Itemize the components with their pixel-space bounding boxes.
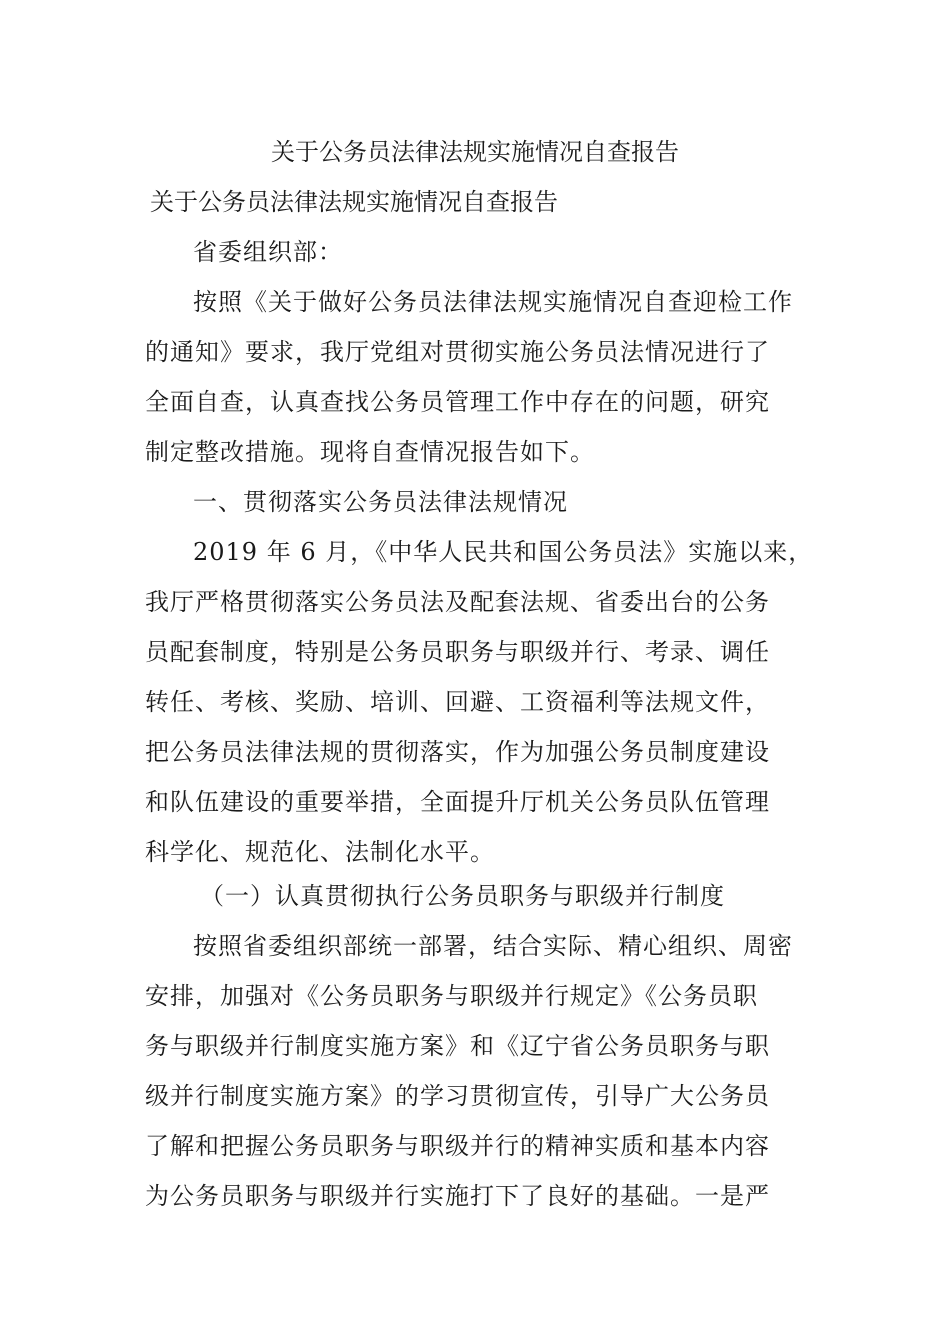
paragraph-line: 按照《关于做好公务员法律法规实施情况自查迎检工作 (193, 288, 793, 316)
paragraph-line: 科学化、规范化、法制化水平。 (145, 838, 495, 866)
paragraph-line: 把公务员法律法规的贯彻落实，作为加强公务员制度建设 (145, 738, 770, 766)
paragraph-line: 按照省委组织部统一部署，结合实际、精心组织、周密 (193, 932, 793, 960)
paragraph-line: 我厅严格贯彻落实公务员法及配套法规、省委出台的公务 (145, 588, 770, 616)
paragraph-line: 和队伍建设的重要举措，全面提升厅机关公务员队伍管理 (145, 788, 770, 816)
subsection-heading: （一）认真贯彻执行公务员职务与职级并行制度 (200, 882, 725, 910)
paragraph-line: 转任、考核、奖励、培训、回避、工资福利等法规文件， (145, 688, 770, 716)
paragraph-line: 安排，加强对《公务员职务与职级并行规定》《公务员职 (145, 982, 758, 1010)
paragraph-line: 务与职级并行制度实施方案》和《辽宁省公务员职务与职 (145, 1032, 770, 1060)
salutation: 省委组织部： (193, 238, 343, 266)
paragraph-line: 制定整改措施。现将自查情况报告如下。 (145, 438, 595, 466)
paragraph-line: 员配套制度，特别是公务员职务与职级并行、考录、调任 (145, 638, 770, 666)
paragraph-line: 为公务员职务与职级并行实施打下了良好的基础。一是严 (145, 1182, 770, 1210)
paragraph-line: 级并行制度实施方案》的学习贯彻宣传，引导广大公务员 (145, 1082, 770, 1110)
paragraph-line: 了解和把握公务员职务与职级并行的精神实质和基本内容 (145, 1132, 770, 1160)
paragraph-line: 的通知》要求，我厅党组对贯彻实施公务员法情况进行了 (145, 338, 770, 366)
document-title: 关于公务员法律法规实施情况自查报告 (271, 138, 679, 166)
paragraph-line: 全面自查，认真查找公务员管理工作中存在的问题，研究 (145, 388, 770, 416)
document-subtitle: 关于公务员法律法规实施情况自查报告 (150, 188, 558, 216)
section-heading: 一、贯彻落实公务员法律法规情况 (193, 488, 568, 516)
paragraph-line: 2019 年 6 月，《中华人民共和国公务员法》实施以来， (193, 538, 814, 566)
